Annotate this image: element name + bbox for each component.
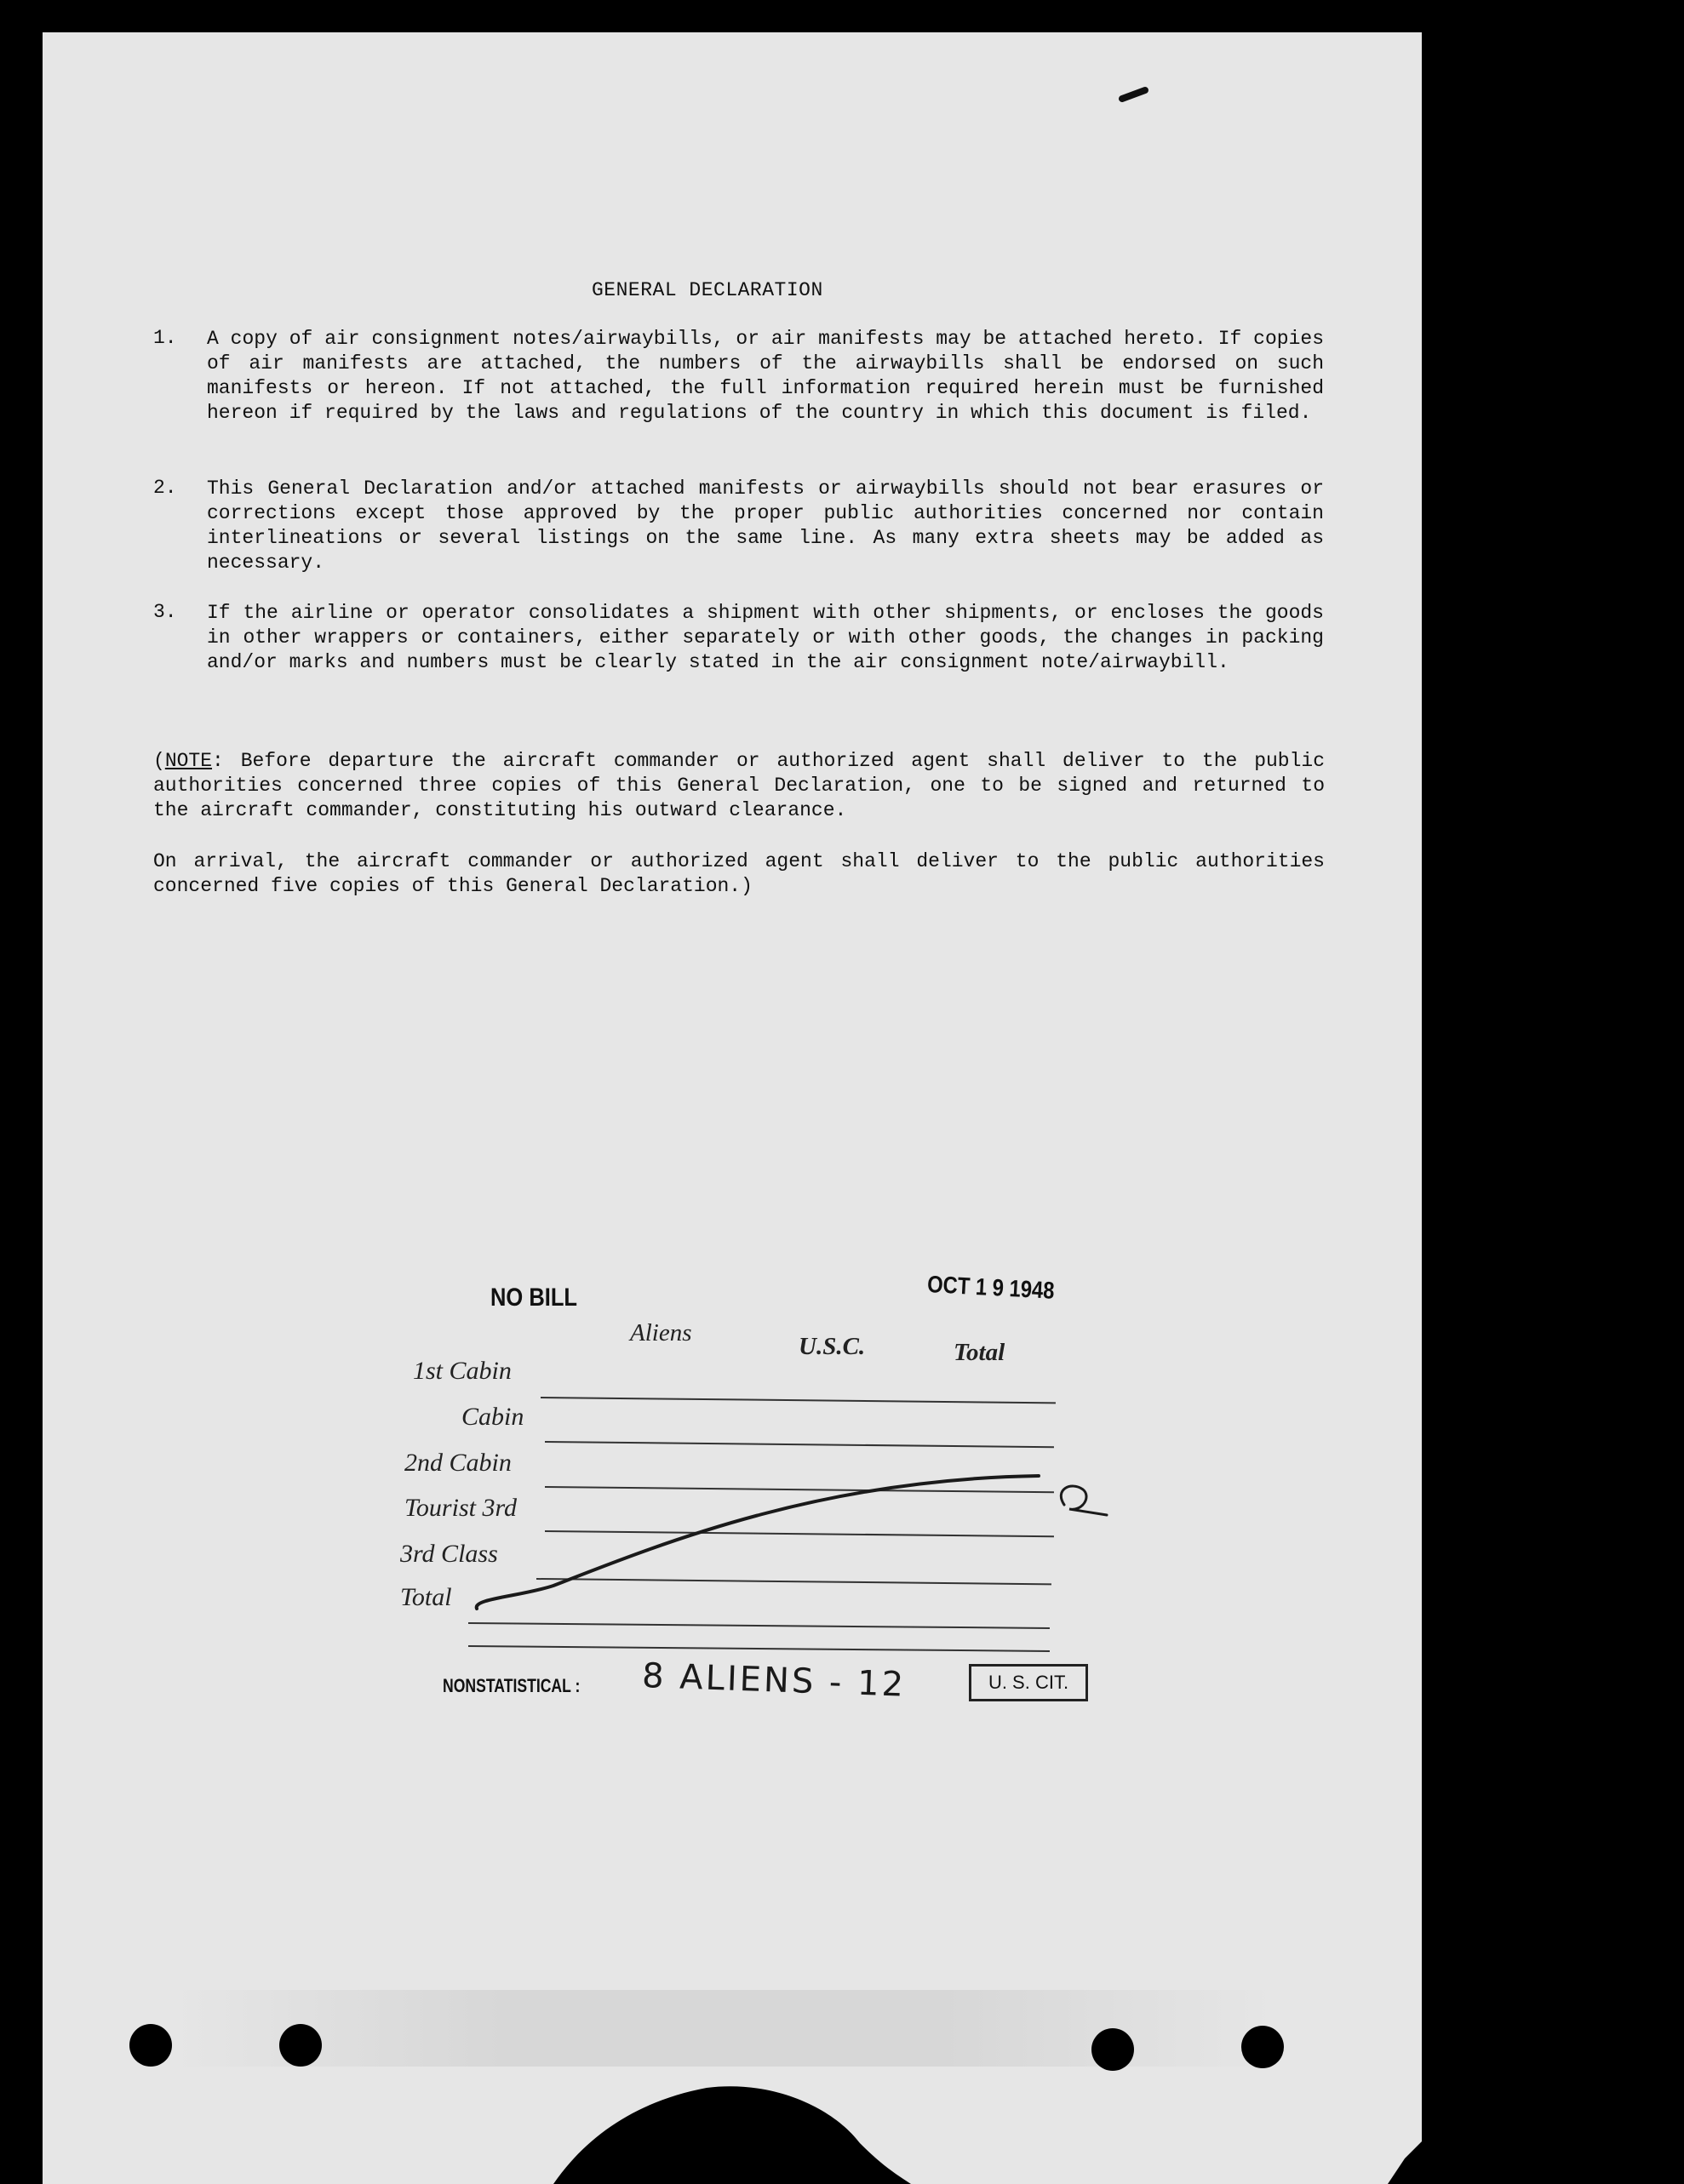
note-departure: (NOTE: Before departure the aircraft commander or authorized agent shall deliver to the public authorities concerned three copies of this General Declaration, one to be signed and returned to the aircraft commander, constituting his outward clearance.	[153, 750, 1326, 821]
handwritten-entry: 8 ALIENS - 12	[641, 1656, 907, 1705]
document-title: GENERAL DECLARATION	[592, 279, 823, 301]
paragraph-text: If the airline or operator consolidates a shipment with other shipments, or encloses the goods in other wrappers or containers, either separately or with other goods, the changes in packing and/or marks and numbers must be clearly stated in the air consignment note/airwaybill.	[207, 602, 1324, 673]
paragraph-number: 3.	[153, 601, 177, 623]
row-label: Tourist 3rd	[404, 1494, 518, 1522]
column-header-usc: U.S.C.	[799, 1333, 866, 1360]
paper-sheet	[43, 32, 1422, 2184]
paragraph-number: 1.	[153, 327, 177, 349]
paragraph-text: A copy of air consignment notes/airwaybills, or air manifests may be attached hereto. If copies of air manifests are attached, the numbers of the airwaybills shall be endorsed on such manifests or hereon. If not attached, the full information required herein must be furnished hereon if required by the laws and regulations of the country in which this document is filed.	[207, 328, 1324, 424]
column-header-total: Total	[954, 1339, 1005, 1366]
note-label: NOTE	[164, 750, 213, 772]
row-label: Total	[400, 1583, 452, 1611]
note-departure-text: Before departure the aircraft commander or authorized agent shall deliver to the public authorities concerned three copies of this General Declaration, one to be signed and returned to the aircraft commander, constituting his outward clearance.	[153, 750, 1326, 821]
no-bill-stamp: NO BILL	[490, 1284, 577, 1312]
row-label: 1st Cabin	[413, 1357, 512, 1385]
us-cit-box: U. S. CIT.	[969, 1664, 1088, 1701]
torn-edge	[43, 32, 1422, 2184]
paragraph-text: This General Declaration and/or attached manifests or airwaybills should not bear erasures or corrections except those approved by the proper public authorities concerned nor contain interlineations or several listings on the same line. As many extra sheets may be added as necessary.	[207, 477, 1324, 574]
paragraph-number: 2.	[153, 477, 177, 499]
row-label: Cabin	[461, 1403, 524, 1431]
row-label: 3rd Class	[400, 1540, 498, 1568]
date-stamp: OCT 1 9 1948	[926, 1271, 1056, 1304]
column-header-aliens: Aliens	[630, 1319, 692, 1346]
note-arrival: On arrival, the aircraft commander or authorized agent shall deliver to the public authorities concerned five copies of this General Declaration.)	[153, 850, 1325, 897]
row-label: 2nd Cabin	[404, 1449, 512, 1477]
nonstatistical-label: NONSTATISTICAL :	[443, 1675, 581, 1696]
